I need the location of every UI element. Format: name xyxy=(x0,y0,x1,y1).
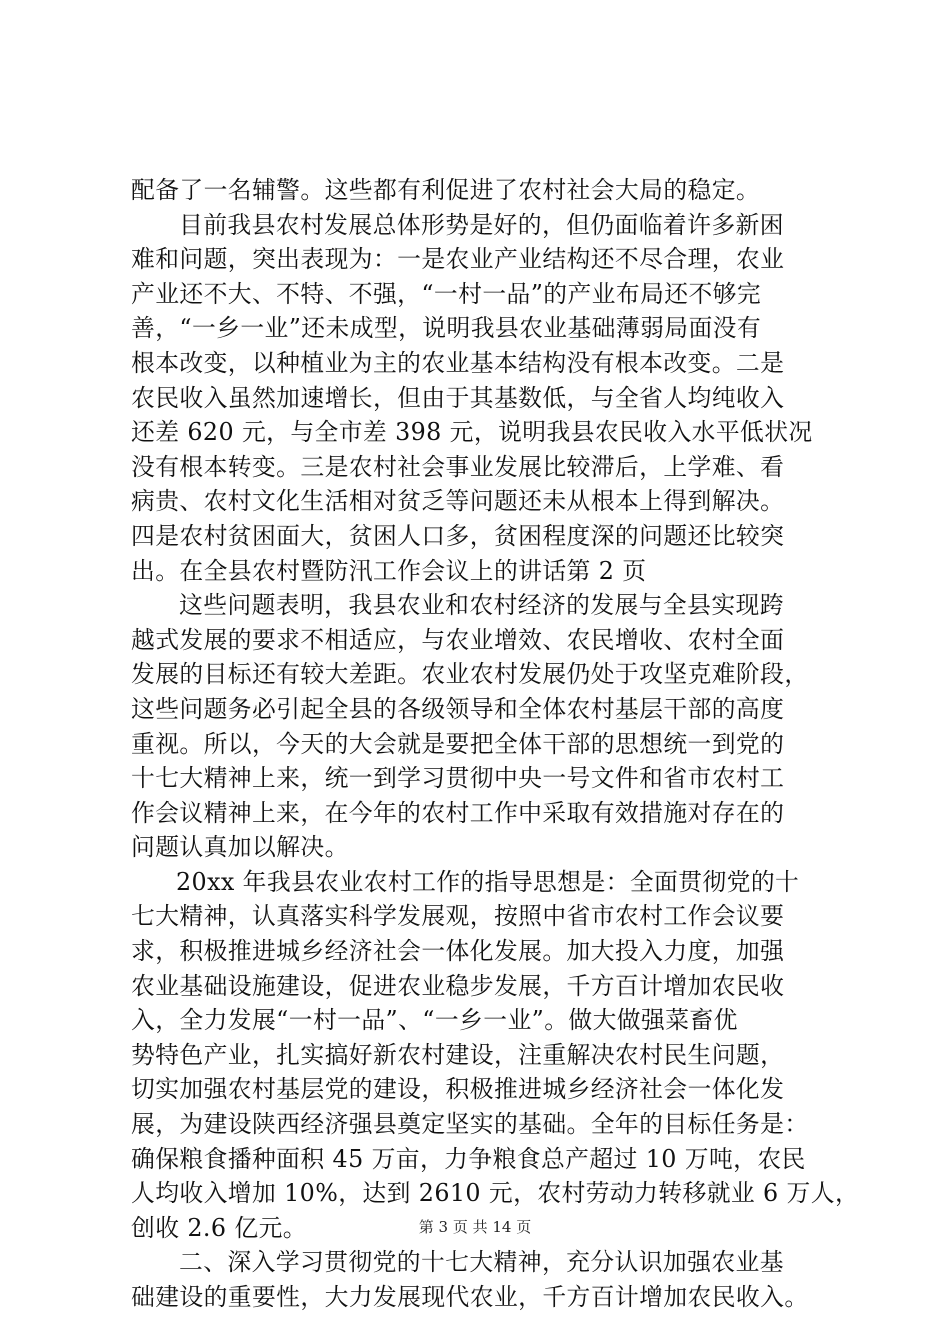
text-line: 发展的目标还有较大差距。农业农村发展仍处于攻坚克难阶段， xyxy=(131,660,809,689)
text-line: 问题认真加以解决。 xyxy=(131,833,349,862)
text-line: 四是农村贫困面大，贫困人口多，贫困程度深的问题还比较突 xyxy=(131,521,785,550)
text-line: 创收 2.6 亿元。 xyxy=(131,1213,307,1242)
text-line: 越式发展的要求不相适应，与农业增效、农民增收、农村全面 xyxy=(131,625,785,654)
text-line: 十七大精神上来，统一到学习贯彻中央一号文件和省市农村工 xyxy=(131,764,785,793)
text-line: 病贵、农村文化生活相对贫乏等问题还未从根本上得到解决。 xyxy=(131,487,785,516)
text-line: 善，“一乡一业”还未成型，说明我县农业基础薄弱局面没有 xyxy=(131,314,762,343)
page-number-footer: 第 3 页 共 14 页 xyxy=(418,1218,532,1236)
text-line: 确保粮食播种面积 45 万亩，力争粮食总产超过 10 万吨，农民 xyxy=(131,1144,806,1173)
document-body xyxy=(131,173,860,1315)
text-line: 还差 620 元，与全市差 398 元，说明我县农民收入水平低状况 xyxy=(131,418,813,447)
text-line: 没有根本转变。三是农村社会事业发展比较滞后，上学难、看 xyxy=(131,452,785,481)
text-line: 势特色产业，扎实搞好新农村建设，注重解决农村民生问题， xyxy=(131,1040,785,1069)
text-line: 出。在全县农村暨防汛工作会议上的讲话第 2 页 xyxy=(131,556,647,585)
text-line: 展，为建设陕西经济强县奠定坚实的基础。全年的目标任务是： xyxy=(131,1110,809,1139)
text-line: 人均收入增加 10%，达到 2610 元，农村劳动力转移就业 6 万人， xyxy=(131,1179,860,1208)
text-line: 这些问题表明，我县农业和农村经济的发展与全县实现跨 xyxy=(179,591,784,620)
text-line: 20xx 年我县农业农村工作的指导思想是：全面贯彻党的十 xyxy=(176,867,800,896)
text-line: 础建设的重要性，大力发展现代农业，千方百计增加农民收入。 xyxy=(131,1283,809,1311)
text-line: 配备了一名辅警。这些都有利促进了农村社会大局的稳定。 xyxy=(131,176,761,204)
text-line: 这些问题务必引起全县的各级领导和全体农村基层干部的高度 xyxy=(131,694,785,723)
text-line: 作会议精神上来，在今年的农村工作中采取有效措施对存在的 xyxy=(131,798,785,827)
text-line: 入，全力发展“一村一品”、“一乡一业”。做大做强菜畜优 xyxy=(131,1006,738,1035)
text-line: 目前我县农村发展总体形势是好的，但仍面临着许多新困 xyxy=(179,210,784,239)
text-line: 重视。所以，今天的大会就是要把全体干部的思想统一到党的 xyxy=(131,729,785,758)
text-line: 产业还不大、不特、不强，“一村一品”的产业布局还不够完 xyxy=(131,279,762,308)
text-line: 二、深入学习贯彻党的十七大精神，充分认识加强农业基 xyxy=(179,1248,784,1277)
text-line: 求，积极推进城乡经济社会一体化发展。加大投入力度，加强 xyxy=(131,937,785,966)
text-line: 难和问题，突出表现为：一是农业产业结构还不尽合理，农业 xyxy=(131,245,785,274)
text-line: 根本改变，以种植业为主的农业基本结构没有根本改变。二是 xyxy=(131,348,785,377)
text-line: 农民收入虽然加速增长，但由于其基数低，与全省人均纯收入 xyxy=(131,383,785,412)
text-line: 切实加强农村基层党的建设，积极推进城乡经济社会一体化发 xyxy=(131,1075,785,1104)
text-line: 七大精神，认真落实科学发展观，按照中省市农村工作会议要 xyxy=(131,902,785,931)
text-line: 农业基础设施建设，促进农业稳步发展，千方百计增加农民收 xyxy=(131,971,785,1000)
